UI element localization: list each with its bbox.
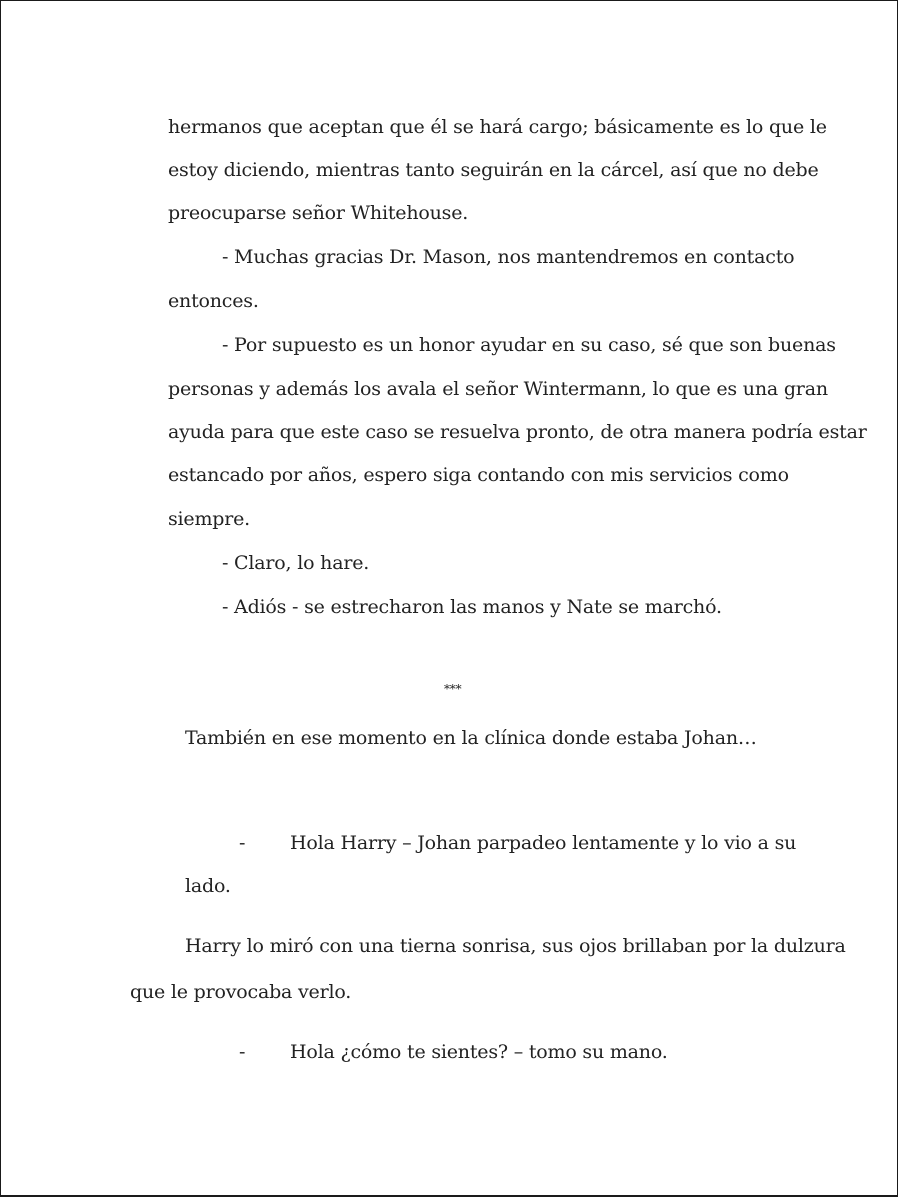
text-line: que le provocaba verlo. <box>130 981 352 1003</box>
dialogue-line: Hola Harry – Johan parpadeo lentamente y lo vio a su <box>290 832 797 854</box>
dialogue-line: Hola ¿cómo te sientes? – tomo su mano. <box>290 1041 668 1063</box>
text-line: personas y además los avala el señor Wintermann, lo que es una gran <box>168 378 828 400</box>
dialogue-line: - Muchas gracias Dr. Mason, nos mantendremos en contacto <box>222 246 795 268</box>
text-line: lado. <box>185 875 231 897</box>
bullet-dash: - <box>239 832 246 854</box>
text-line: siempre. <box>168 508 251 530</box>
text-line: preocuparse señor Whitehouse. <box>168 202 469 224</box>
section-separator: *** <box>444 682 462 696</box>
text-line: Harry lo miró con una tierna sonrisa, sus ojos brillaban por la dulzura <box>185 935 846 957</box>
text-line: hermanos que aceptan que él se hará cargo; básicamente es lo que le <box>168 116 827 138</box>
text-line: entonces. <box>168 290 259 312</box>
text-line: estoy diciendo, mientras tanto seguirán en la cárcel, así que no debe <box>168 159 819 181</box>
dialogue-line: - Por supuesto es un honor ayudar en su caso, sé que son buenas <box>222 334 836 356</box>
dialogue-line: - Adiós - se estrecharon las manos y Nate se marchó. <box>222 596 722 618</box>
dialogue-line: - Claro, lo hare. <box>222 552 370 574</box>
text-line: estancado por años, espero siga contando con mis servicios como <box>168 464 789 486</box>
text-line: ayuda para que este caso se resuelva pronto, de otra manera podría estar <box>168 421 867 443</box>
text-line: También en ese momento en la clínica donde estaba Johan… <box>185 727 757 749</box>
bullet-dash: - <box>239 1041 246 1063</box>
